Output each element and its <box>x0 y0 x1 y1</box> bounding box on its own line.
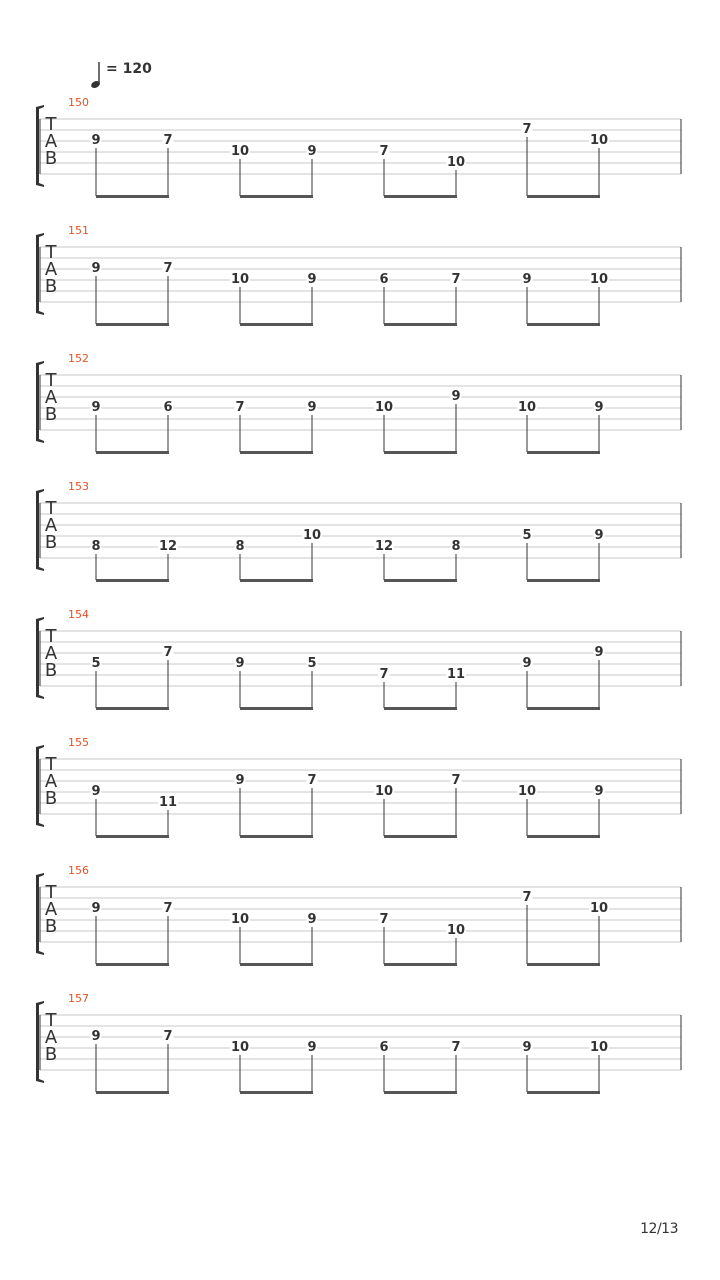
fret-number: 9 <box>91 1029 101 1044</box>
tab-clef-letter: B <box>44 788 58 809</box>
tab-clef-letter: B <box>44 660 58 681</box>
fret-number: 9 <box>91 133 101 148</box>
tab-clef-letter: B <box>44 916 58 937</box>
tempo-marking <box>88 58 168 92</box>
fret-number: 10 <box>230 1040 250 1055</box>
note-beam <box>240 1091 313 1094</box>
note-beam <box>96 579 169 582</box>
fret-number: 9 <box>91 901 101 916</box>
note-beam <box>96 195 169 198</box>
fret-number: 9 <box>522 1040 532 1055</box>
fret-number: 12 <box>158 539 178 554</box>
tab-system <box>0 96 720 206</box>
fret-number: 9 <box>307 272 317 287</box>
fret-number: 10 <box>374 400 394 415</box>
note-beam <box>384 963 457 966</box>
staff-graphic <box>0 736 720 846</box>
fret-number: 7 <box>451 272 461 287</box>
note-beam <box>240 579 313 582</box>
note-beam <box>240 963 313 966</box>
fret-number: 9 <box>594 784 604 799</box>
tab-clef-letter: B <box>44 532 58 553</box>
measure-number: 156 <box>68 864 89 877</box>
note-beam <box>527 195 600 198</box>
staff-graphic <box>0 480 720 590</box>
fret-number: 7 <box>522 122 532 137</box>
fret-number: 9 <box>594 400 604 415</box>
staff-graphic <box>0 864 720 974</box>
tab-clef-letter: B <box>44 404 58 425</box>
fret-number: 9 <box>307 400 317 415</box>
fret-number: 9 <box>91 400 101 415</box>
fret-number: 11 <box>158 795 178 810</box>
fret-number: 5 <box>522 528 532 543</box>
tab-clef-letter: T <box>45 498 57 519</box>
measure-number: 155 <box>68 736 89 749</box>
tab-clef-letter: T <box>45 626 57 647</box>
fret-number: 9 <box>235 773 245 788</box>
note-beam <box>384 579 457 582</box>
tab-clef-letter: T <box>45 754 57 775</box>
tab-clef-letter: A <box>44 771 58 792</box>
fret-number: 12 <box>374 539 394 554</box>
fret-number: 10 <box>589 133 609 148</box>
fret-number: 9 <box>91 784 101 799</box>
tab-clef-letter: A <box>44 899 58 920</box>
measure-number: 152 <box>68 352 89 365</box>
note-beam <box>240 707 313 710</box>
tab-clef-letter: A <box>44 259 58 280</box>
fret-number: 7 <box>163 901 173 916</box>
fret-number: 9 <box>522 272 532 287</box>
fret-number: 9 <box>91 261 101 276</box>
note-beam <box>384 707 457 710</box>
fret-number: 7 <box>379 667 389 682</box>
fret-number: 10 <box>230 144 250 159</box>
fret-number: 8 <box>235 539 245 554</box>
tempo-value: = 120 <box>106 61 152 77</box>
fret-number: 9 <box>307 144 317 159</box>
staff-graphic <box>0 608 720 718</box>
fret-number: 9 <box>307 912 317 927</box>
staff-graphic <box>0 224 720 334</box>
note-beam <box>527 451 600 454</box>
fret-number: 11 <box>446 667 466 682</box>
fret-number: 10 <box>446 923 466 938</box>
fret-number: 10 <box>589 1040 609 1055</box>
fret-number: 6 <box>379 272 389 287</box>
measure-number: 154 <box>68 608 89 621</box>
tab-clef-letter: A <box>44 515 58 536</box>
fret-number: 9 <box>522 656 532 671</box>
quarter-note-icon <box>88 58 108 92</box>
fret-number: 9 <box>451 389 461 404</box>
tab-clef-letter: T <box>45 882 57 903</box>
tab-clef-letter: T <box>45 370 57 391</box>
note-beam <box>527 323 600 326</box>
fret-number: 10 <box>589 272 609 287</box>
tab-system <box>0 480 720 590</box>
tab-clef-letter: A <box>44 1027 58 1048</box>
note-beam <box>527 579 600 582</box>
note-beam <box>240 195 313 198</box>
fret-number: 7 <box>163 133 173 148</box>
note-beam <box>384 451 457 454</box>
fret-number: 9 <box>307 1040 317 1055</box>
note-beam <box>527 1091 600 1094</box>
fret-number: 10 <box>230 272 250 287</box>
staff-graphic <box>0 96 720 206</box>
fret-number: 10 <box>446 155 466 170</box>
fret-number: 7 <box>379 912 389 927</box>
staff-graphic <box>0 352 720 462</box>
note-beam <box>240 323 313 326</box>
tab-clef-letter: B <box>44 1044 58 1065</box>
tab-clef-letter: A <box>44 131 58 152</box>
fret-number: 7 <box>235 400 245 415</box>
note-beam <box>384 195 457 198</box>
tab-clef-letter: B <box>44 276 58 297</box>
fret-number: 8 <box>451 539 461 554</box>
fret-number: 7 <box>451 1040 461 1055</box>
fret-number: 7 <box>451 773 461 788</box>
fret-number: 10 <box>230 912 250 927</box>
fret-number: 9 <box>594 528 604 543</box>
measure-number: 150 <box>68 96 89 109</box>
fret-number: 7 <box>379 144 389 159</box>
tab-clef-letter: A <box>44 387 58 408</box>
tab-system <box>0 608 720 718</box>
tab-system <box>0 992 720 1102</box>
note-beam <box>96 1091 169 1094</box>
note-beam <box>96 963 169 966</box>
fret-number: 7 <box>163 1029 173 1044</box>
measure-number: 151 <box>68 224 89 237</box>
tab-clef-letter: B <box>44 148 58 169</box>
fret-number: 10 <box>517 784 537 799</box>
fret-number: 5 <box>307 656 317 671</box>
note-beam <box>96 451 169 454</box>
fret-number: 10 <box>302 528 322 543</box>
note-beam <box>527 835 600 838</box>
tab-system <box>0 224 720 334</box>
tab-clef-letter: A <box>44 643 58 664</box>
fret-number: 10 <box>517 400 537 415</box>
note-beam <box>384 1091 457 1094</box>
fret-number: 8 <box>91 539 101 554</box>
fret-number: 7 <box>307 773 317 788</box>
page-number: 12/13 <box>640 1221 678 1237</box>
tab-clef-letter: T <box>45 242 57 263</box>
fret-number: 6 <box>163 400 173 415</box>
fret-number: 9 <box>235 656 245 671</box>
tab-system <box>0 864 720 974</box>
fret-number: 10 <box>589 901 609 916</box>
note-beam <box>96 323 169 326</box>
fret-number: 7 <box>163 261 173 276</box>
fret-number: 10 <box>374 784 394 799</box>
fret-number: 5 <box>91 656 101 671</box>
tab-clef-letter: T <box>45 1010 57 1031</box>
note-beam <box>527 707 600 710</box>
tab-system <box>0 352 720 462</box>
note-beam <box>384 835 457 838</box>
note-beam <box>96 835 169 838</box>
measure-number: 153 <box>68 480 89 493</box>
note-beam <box>240 835 313 838</box>
measure-number: 157 <box>68 992 89 1005</box>
fret-number: 7 <box>163 645 173 660</box>
tab-clef-letter: T <box>45 114 57 135</box>
fret-number: 9 <box>594 645 604 660</box>
fret-number: 7 <box>522 890 532 905</box>
fret-number: 6 <box>379 1040 389 1055</box>
tab-system <box>0 736 720 846</box>
note-beam <box>240 451 313 454</box>
staff-graphic <box>0 992 720 1102</box>
note-beam <box>96 707 169 710</box>
note-beam <box>527 963 600 966</box>
note-beam <box>384 323 457 326</box>
